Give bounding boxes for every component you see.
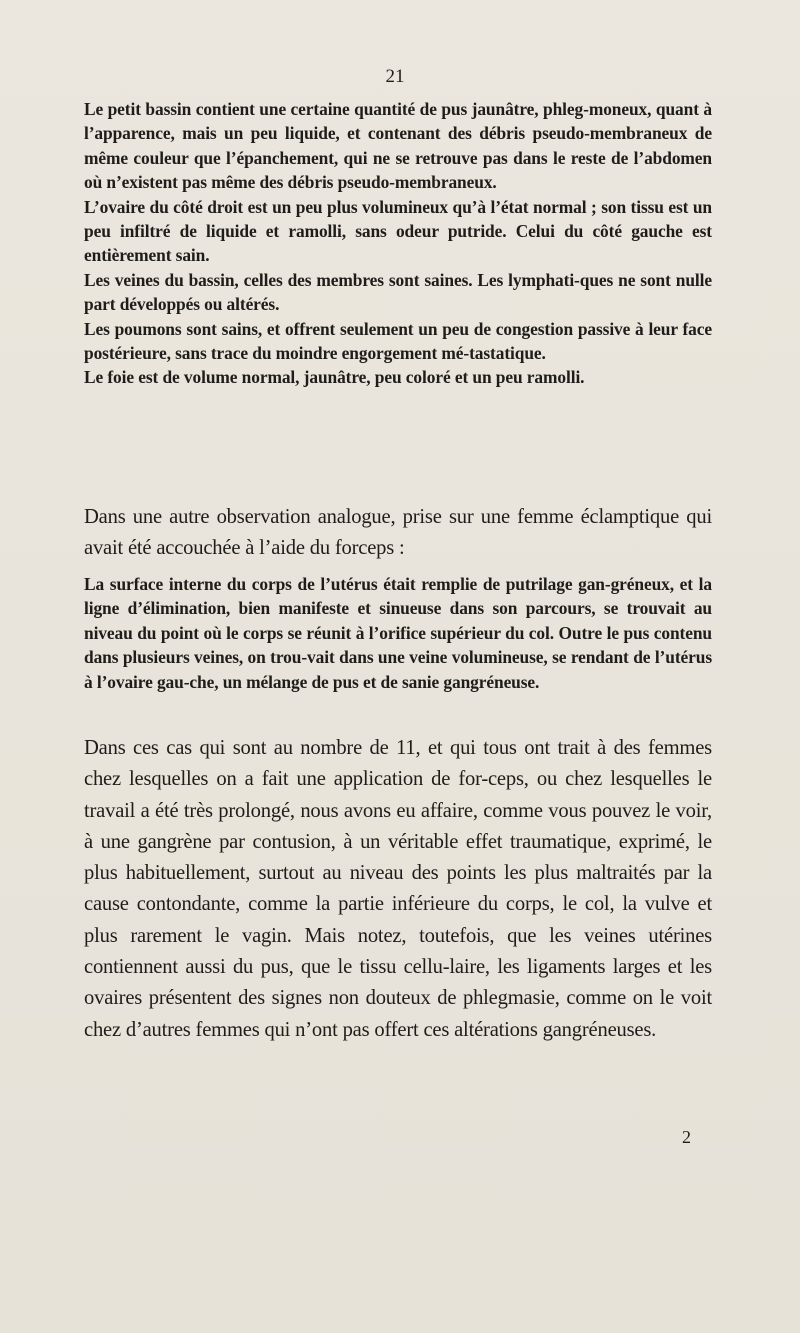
paragraph-uterus-findings: La surface interne du corps de l’utérus était remplie de putrilage gan-gréneux, et la ligne d’élimination, bien manifeste et sinueuse dans son parcours, se trouvait au niveau du point où le corps se réunit à l’orifice supérieur du col. Outre le pus contenu dans plusieurs veines, on trou-vait dans une veine volumineuse, se rendant de l’utérus à l’ovaire gau-che, un mélange de pus et de sanie gangréneuse. [84, 574, 712, 692]
paragraph-liver: Le foie est de volume normal, jaunâtre, peu coloré et un peu ramolli. [84, 367, 585, 388]
signature-mark: 2 [682, 1127, 691, 1147]
paragraph-pelvis: Le petit bassin contient une certaine quantité de pus jaunâtre, phleg-moneux, quant à l’apparence, mais un peu liquide, et contenant des débris pseudo-membraneux de même couleur que l’épanchement, qui ne se retrouve pas dans le reste de l’abdomen où n’existent pas même des débris pseudo-membraneux. [84, 99, 712, 193]
paragraph-lungs: Les poumons sont sains, et offrent seulement un peu de congestion passive à leur face postérieure, sans trace du moindre engorgement mé-tastatique. [84, 318, 712, 364]
discussion-section [84, 733, 712, 1046]
paragraph-observation-intro: Dans une autre observation analogue, prise sur une femme éclamptique qui avait été accouchée à l’aide du forceps : [84, 506, 712, 560]
paragraph-veins: Les veines du bassin, celles des membres sont saines. Les lymphati-ques ne sont nulle part développés ou altérés. [84, 269, 712, 315]
autopsy-findings-section [84, 97, 712, 390]
second-observation-findings [84, 572, 712, 694]
second-observation-intro [84, 502, 712, 565]
paragraph-ovary: L’ovaire du côté droit est un peu plus volumineux qu’à l’état normal ; son tissu est un peu infiltré de liquide et ramolli, sans odeur putride. Celui du côté gauche est entièrement sain. [84, 196, 712, 266]
paragraph-discussion: Dans ces cas qui sont au nombre de 11, et qui tous ont trait à des femmes chez lesquelles on a fait une application de for-ceps, ou chez lesquelles le travail a été très prolongé, nous avons eu affaire, comme vous pouvez le voir, à une gangrène par contusion, à un véritable effet traumatique, exprimé, le plus habituellement, surtout au niveau des points les plus maltraités par la cause contondante, comme la partie inférieure du corps, le col, la vulve et plus rarement le vagin. Mais notez, toutefois, que les veines utérines contiennent aussi du pus, que le tissu cellu-laire, les ligaments larges et les ovaires présentent des signes non douteux de phlegmasie, comme on le voit chez d’autres femmes qui n’ont pas offert ces altérations gangréneuses. [84, 737, 712, 1041]
page-number: 21 [385, 66, 405, 87]
